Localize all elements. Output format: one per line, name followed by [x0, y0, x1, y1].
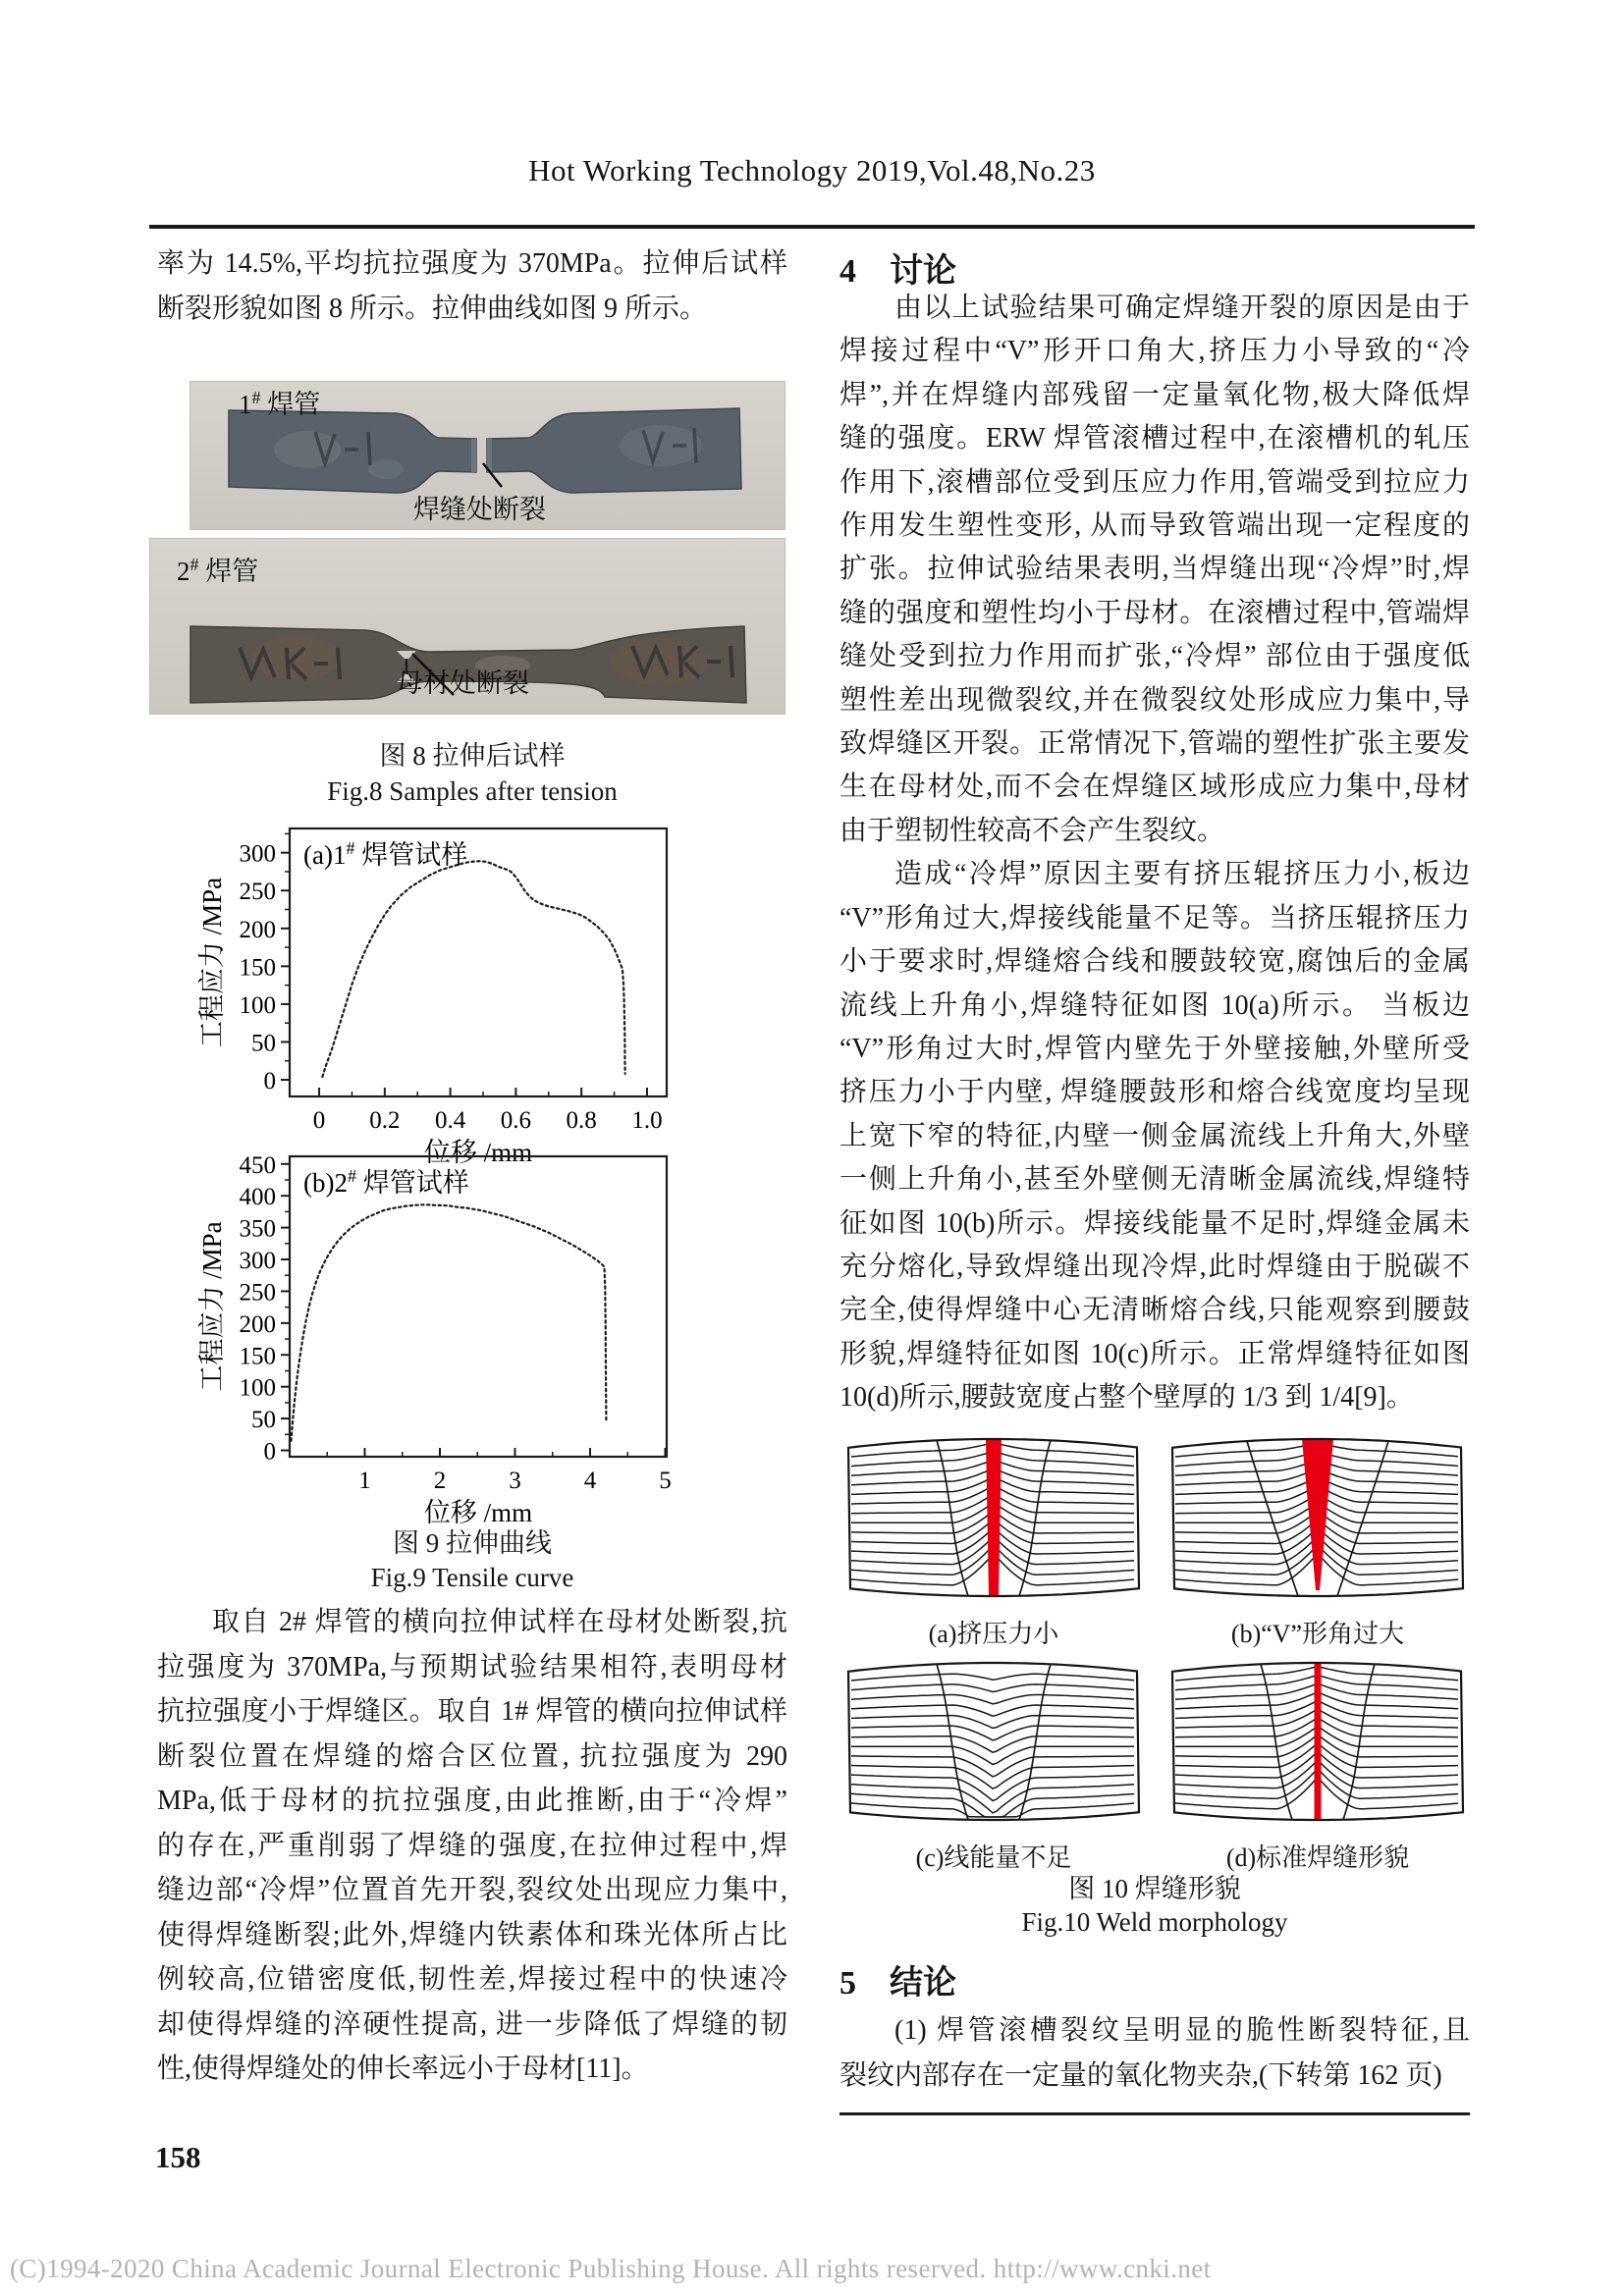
- text-line: 造成“冷焊”原因主要有挤压辊挤压力小,板边: [894, 859, 1470, 890]
- text-line: 例较高,位错密度低,韧性差,焊接过程中的快速冷: [157, 1964, 787, 1995]
- photo1-annotation: 焊缝处断裂: [413, 495, 546, 524]
- text-line: 完全,使得焊缝中心无清晰熔合线,只能观察到腰鼓: [839, 1295, 1470, 1326]
- svg-text:0.4: 0.4: [434, 1107, 466, 1134]
- text-line: 一侧上升角小,甚至外壁侧无清晰金属流线,焊缝特: [839, 1164, 1470, 1196]
- text-line: 形貌,焊缝特征如图 10(c)所示。正常焊缝特征如图: [839, 1338, 1470, 1369]
- text-line: MPa,低于母材的抗拉强度,由此推断,由于“冷焊”: [157, 1786, 787, 1816]
- figure9-caption-en: Fig.9 Tensile curve: [370, 1563, 574, 1592]
- svg-text:1: 1: [358, 1468, 371, 1494]
- text-line: 裂纹内部存在一定量的氧化物夹杂,(下转第 162 页): [839, 2060, 1442, 2091]
- svg-text:(b)2# 焊管试样: (b)2# 焊管试样: [303, 1166, 469, 1198]
- text-line: 断裂位置在焊缝的熔合区位置, 抗拉强度为 290: [157, 1740, 787, 1772]
- svg-text:400: 400: [239, 1184, 276, 1211]
- header-rule: [149, 225, 1475, 229]
- text-line: 却使得焊缝的淬硬性提高, 进一步降低了焊缝的韧: [157, 2008, 787, 2040]
- text-line: 率为 14.5%,平均抗拉强度为 370MPa。拉伸后试样: [157, 248, 787, 279]
- svg-text:50: 50: [251, 1407, 276, 1434]
- svg-text:位移 /mm: 位移 /mm: [423, 1498, 533, 1527]
- svg-text:450: 450: [239, 1151, 276, 1179]
- text-line: 挤压力小于内壁, 焊缝腰鼓形和熔合线宽度均呈现: [839, 1077, 1470, 1108]
- text-line: 由以上试验结果可确定焊缝开裂的原因是由于: [894, 293, 1470, 323]
- svg-text:50: 50: [251, 1030, 276, 1057]
- svg-text:250: 250: [239, 879, 276, 906]
- text-line: 使得焊缝断裂;此外,焊缝内铁素体和珠光体所占比: [157, 1919, 787, 1950]
- svg-text:0.6: 0.6: [500, 1107, 532, 1134]
- svg-text:200: 200: [239, 1310, 276, 1338]
- tensile-curve-chart-b: [152, 1141, 687, 1527]
- photo2-annotation: 母材处断裂: [397, 668, 529, 698]
- svg-text:(a)1# 焊管试样: (a)1# 焊管试样: [303, 838, 468, 870]
- figure8-photo-1: [189, 381, 785, 530]
- section4-heading: [839, 243, 956, 292]
- text-line: 取自 2# 焊管的横向拉伸试样在母材处断裂,抗: [212, 1607, 787, 1637]
- section5-title: 结论: [890, 1965, 956, 2002]
- weld-label-b: (b)“V”形角过大: [1230, 1620, 1405, 1648]
- right-discussion-text: [839, 287, 1470, 1420]
- weld-label-d: (d)标准焊缝形貌: [1225, 1843, 1410, 1872]
- text-line: 扩张。拉伸试验结果表明,当焊缝出现“冷焊”时,焊: [839, 554, 1470, 585]
- weld-diagram-c: [846, 1649, 1141, 1834]
- left-paragraph-body: [157, 1600, 787, 2092]
- right-conclusion-paragraph: [839, 2008, 1470, 2099]
- text-line: 焊”,并在焊缝内部残留一定量氧化物,极大降低焊: [839, 379, 1470, 410]
- svg-text:300: 300: [239, 1248, 276, 1275]
- journal-header: Hot Working Technology 2019,Vol.48,No.23: [528, 153, 1096, 187]
- section4-title: 讨论: [890, 253, 956, 290]
- section5-number: 5: [839, 1965, 856, 2002]
- weld-label-a: (a)挤压力小: [928, 1620, 1059, 1648]
- column-end-rule: [839, 2112, 1470, 2115]
- text-line: 缝边部“冷焊”位置首先开裂,裂纹处出现应力集中,: [157, 1875, 787, 1905]
- svg-text:3: 3: [509, 1468, 521, 1494]
- left-paragraph-intro: [157, 241, 787, 331]
- svg-text:位移 /mm: 位移 /mm: [423, 1138, 533, 1167]
- svg-text:1.0: 1.0: [631, 1107, 663, 1134]
- text-line: 拉强度为 370MPa,与预期试验结果相符,表明母材: [157, 1651, 787, 1682]
- section4-number: 4: [839, 253, 856, 290]
- weld-diagram-a: [846, 1425, 1141, 1610]
- text-line: 由于塑韧性较高不会产生裂纹。: [839, 815, 1225, 846]
- text-line: 缝的强度和塑性均小于母材。在滚槽过程中,管端焊: [839, 597, 1470, 628]
- text-line: 征如图 10(b)所示。焊接线能量不足时,焊缝金属未: [839, 1207, 1470, 1239]
- weld-diagram-b: [1170, 1425, 1465, 1610]
- svg-text:0.2: 0.2: [369, 1107, 401, 1134]
- svg-text:5: 5: [659, 1468, 672, 1494]
- text-line: 塑性差出现微裂纹,并在微裂纹处形成应力集中,导: [839, 684, 1470, 716]
- svg-text:150: 150: [239, 954, 276, 982]
- text-line: 致焊缝区开裂。正常情况下,管端的塑性扩张主要发: [839, 728, 1470, 760]
- svg-text:0: 0: [263, 1438, 276, 1466]
- text-line: 的存在,严重削弱了焊缝的强度,在拉伸过程中,焊: [157, 1830, 787, 1861]
- figure8-caption-cn: 图 8 拉伸后试样: [379, 741, 566, 771]
- text-line: 缝处受到拉力作用而扩张,“冷焊” 部位由于强度低: [839, 641, 1470, 672]
- text-line: 上宽下窄的特征,内壁一侧金属流线上升角大,外壁: [839, 1120, 1470, 1151]
- svg-text:工程应力 /MPa: 工程应力 /MPa: [197, 1221, 227, 1392]
- svg-text:100: 100: [239, 1374, 276, 1402]
- text-line: 抗拉强度小于焊缝区。取自 1# 焊管的横向拉伸试样: [157, 1696, 787, 1727]
- text-line: 10(d)所示,腰鼓宽度占整个壁厚的 1/3 到 1/4[9]。: [839, 1382, 1414, 1414]
- svg-text:200: 200: [239, 916, 276, 943]
- text-line: 断裂形貌如图 8 所示。拉伸曲线如图 9 所示。: [157, 293, 708, 324]
- page-number: 158: [155, 2140, 201, 2174]
- photo2-label: 2# 焊管: [177, 555, 259, 586]
- text-line: 性,使得焊缝处的伸长率远小于母材[11]。: [157, 2054, 649, 2084]
- text-line: “V”形角过大,焊接线能量不足等。当挤压辊挤压力: [839, 902, 1470, 934]
- text-line: 生在母材处,而不会在焊缝区域形成应力集中,母材: [839, 772, 1470, 803]
- tensile-curve-chart-a: [152, 815, 687, 1168]
- figure10-caption-en: Fig.10 Weld morphology: [1021, 1907, 1288, 1937]
- svg-text:0.8: 0.8: [566, 1107, 597, 1134]
- svg-text:150: 150: [239, 1343, 276, 1370]
- right-paragraph-1: [839, 287, 1470, 853]
- svg-text:工程应力 /MPa: 工程应力 /MPa: [197, 877, 227, 1048]
- weld-label-c: (c)线能量不足: [915, 1843, 1072, 1872]
- svg-text:4: 4: [583, 1468, 597, 1494]
- right-paragraph-2: [839, 853, 1470, 1419]
- text-line: 充分熔化,导致焊缝出现冷焊,此时焊缝由于脱碳不: [839, 1251, 1470, 1282]
- text-line: (1) 焊管滚槽裂纹呈明显的脆性断裂特征,且: [894, 2015, 1470, 2046]
- svg-text:2: 2: [433, 1468, 447, 1494]
- weld-diagram-d: [1170, 1649, 1465, 1834]
- svg-text:0: 0: [312, 1107, 326, 1134]
- text-line: “V”形角过大时,焊管内壁先于外壁接触,外壁所受: [839, 1033, 1470, 1064]
- text-line: 小于要求时,焊缝熔合线和腰鼓较宽,腐蚀后的金属: [839, 946, 1470, 978]
- text-line: 作用发生塑性变形, 从而导致管端出现一定程度的: [839, 510, 1470, 542]
- svg-text:100: 100: [239, 991, 276, 1019]
- text-line: 作用下,滚槽部位受到压应力作用,管端受到拉应力: [839, 466, 1470, 498]
- figure8-caption-en: Fig.8 Samples after tension: [327, 776, 618, 806]
- svg-text:250: 250: [239, 1279, 276, 1307]
- svg-text:0: 0: [263, 1068, 276, 1095]
- figure8-photo-2: [149, 538, 785, 715]
- svg-text:350: 350: [239, 1215, 276, 1243]
- svg-text:300: 300: [239, 840, 276, 868]
- photo1-label: 1# 焊管: [239, 388, 321, 419]
- figure9-caption-cn: 图 9 拉伸曲线: [393, 1528, 552, 1558]
- text-line: 缝的强度。ERW 焊管滚槽过程中,在滚槽机的轧压: [839, 423, 1470, 454]
- text-line: 流线上升角小,焊缝特征如图 10(a)所示。 当板边: [839, 989, 1470, 1021]
- figure10-caption-cn: 图 10 焊缝形貌: [1068, 1874, 1241, 1903]
- section5-heading: [839, 1955, 956, 2003]
- copyright-notice: (C)1994-2020 China Academic Journal Electronic Publishing House. All rights reserved. http://www.cnki.net: [10, 2254, 1212, 2283]
- text-line: 焊接过程中“V”形开口角大,挤压力小导致的“冷: [839, 336, 1470, 367]
